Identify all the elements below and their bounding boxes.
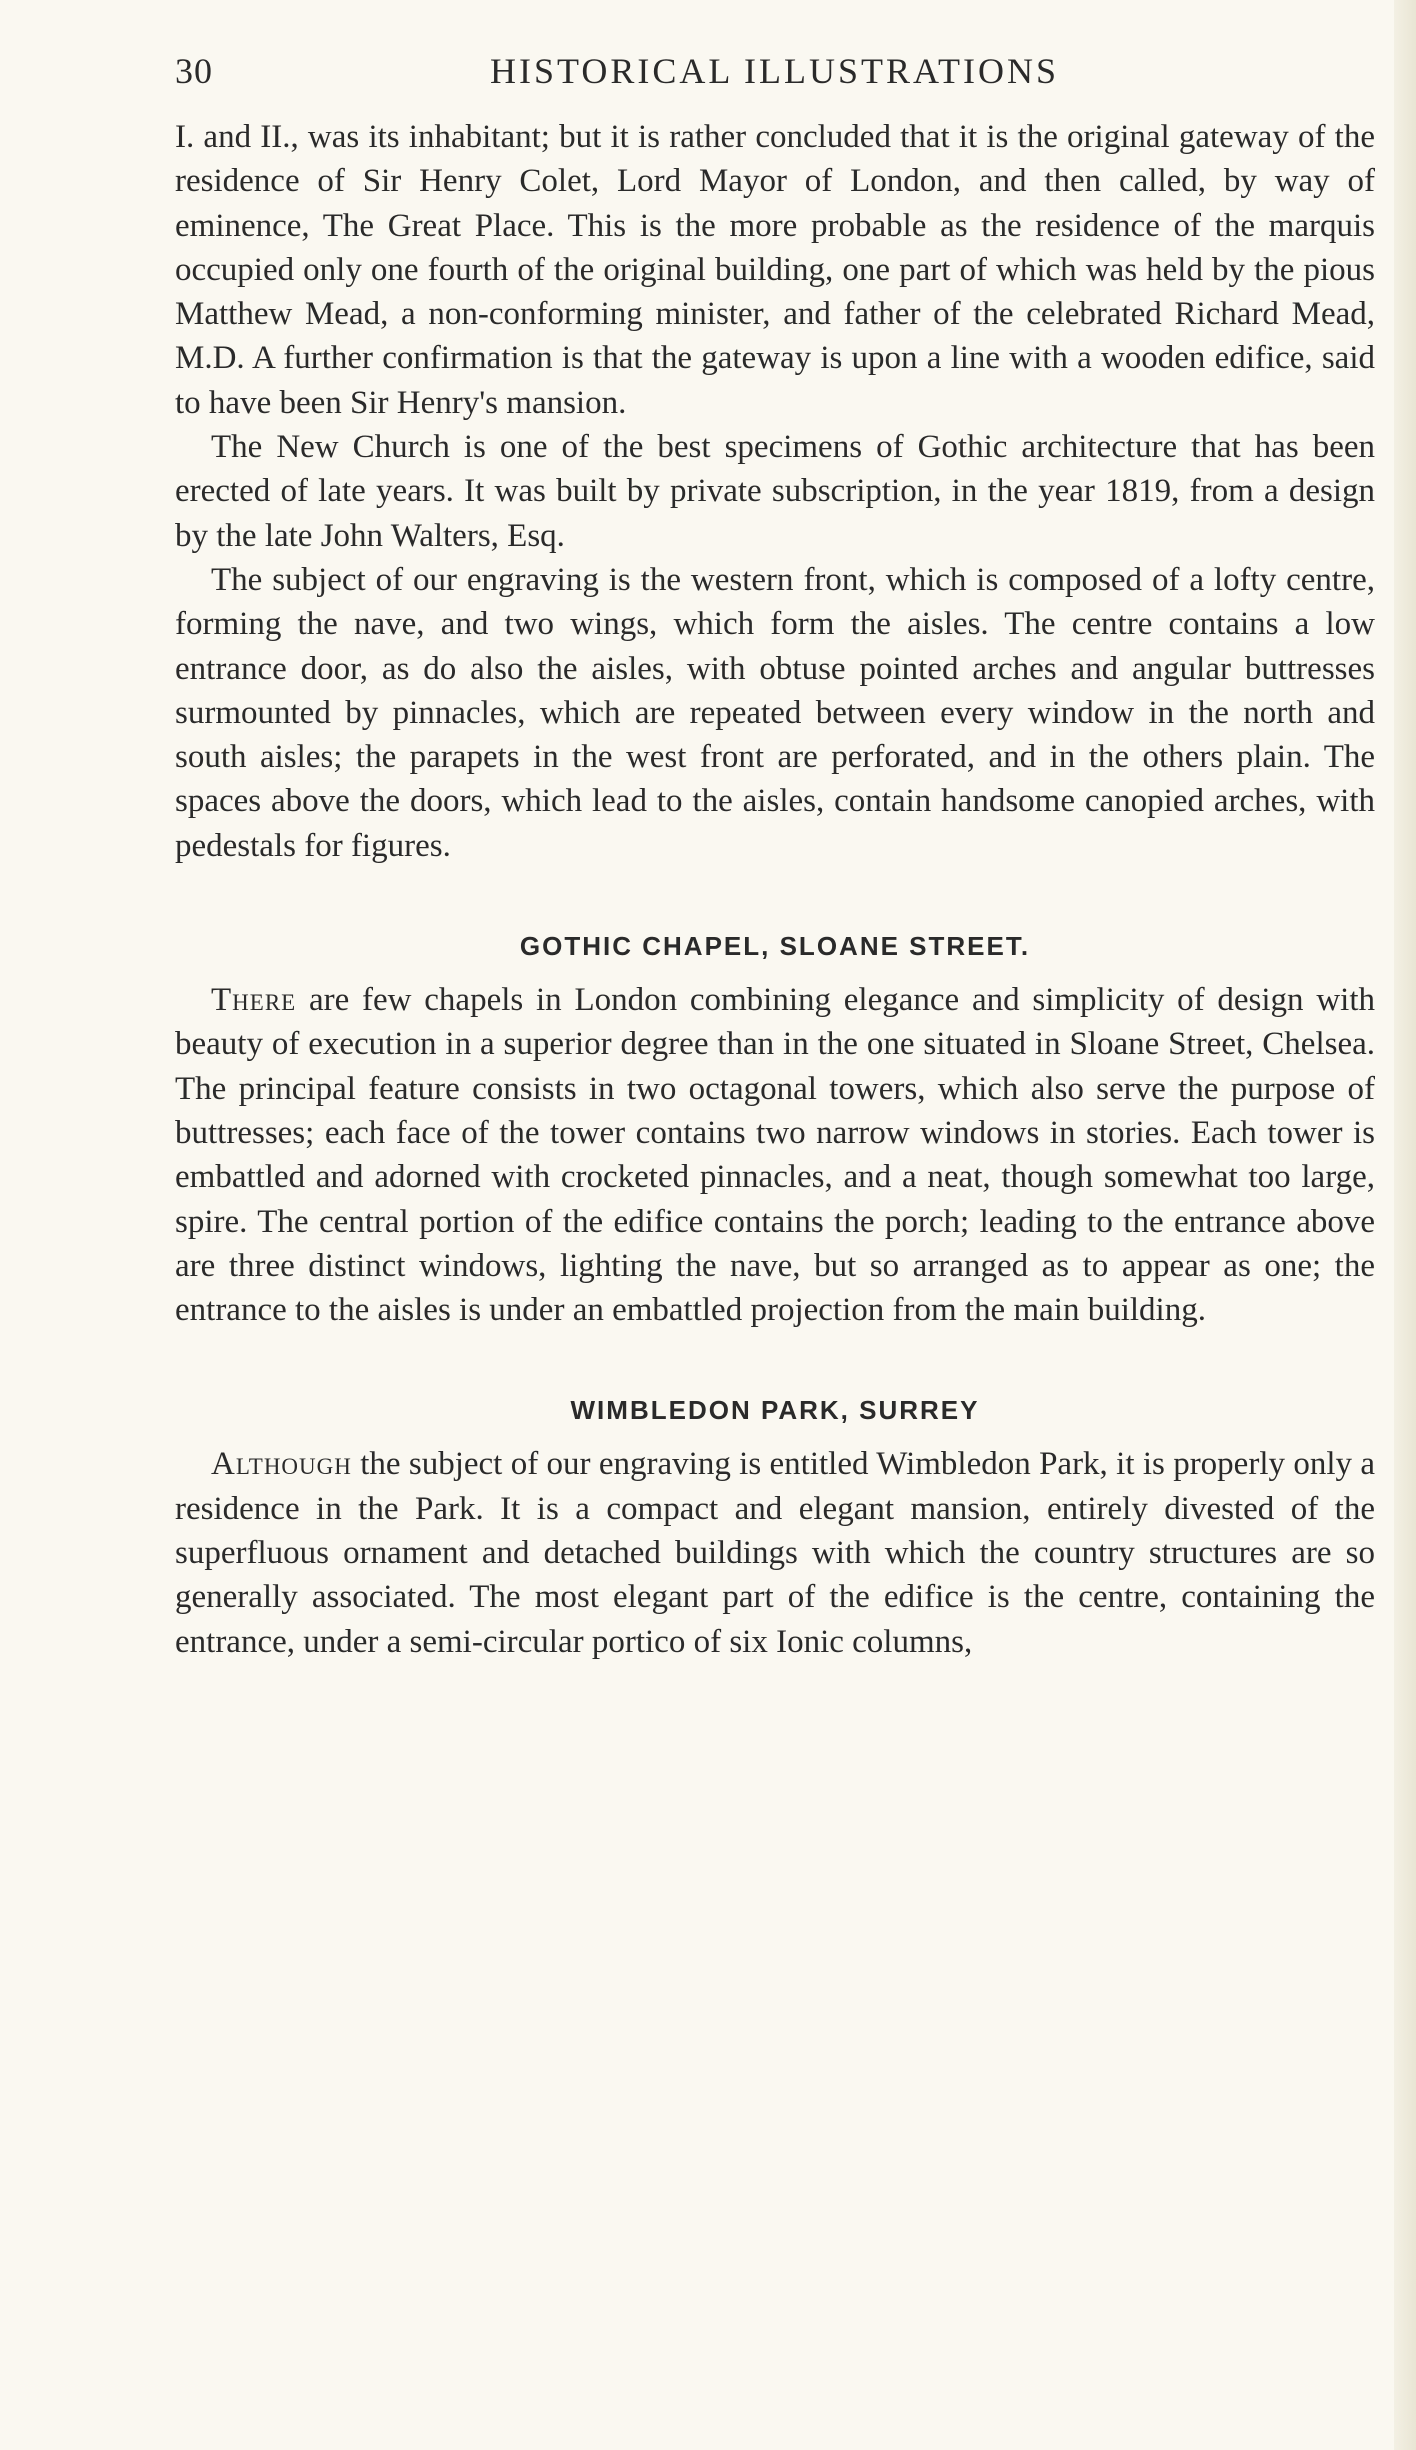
paragraph-gothic-chapel	[175, 978, 1375, 1332]
paragraph-western-front: The subject of our engraving is the western front, which is composed of a lofty centre, forming the nave, and two wings, which form the aisles. The centre contains a low entrance door, as do also the aisles, with obtuse pointed arches and angular buttresses surmounted by pinnacles, which are repeated between every window in the north and south aisles; the parapets in the west front are perforated, and in the others plain. The spaces above the doors, which lead to the aisles, contain handsome canopied arches, with pedestals for figures.	[175, 561, 1375, 864]
running-head	[175, 50, 1375, 100]
section-heading-gothic-chapel: GOTHIC CHAPEL, SLOANE STREET.	[519, 931, 1031, 962]
paragraph-new-church: The New Church is one of the best specimens of Gothic architecture that has been erected of late years. It was built by private subscription, in the year 1819, from a design by the late John Walters, Esq.	[175, 429, 1375, 554]
section-gap	[175, 1332, 1375, 1388]
paragraph-body: are few chapels in London combining elegance and simplicity of design with beauty of execution in a superior degree than in the one situated in Sloane Street, Chelsea. The principal feature consists in two octagonal towers, which also serve the purpose of buttresses; each face of the tower contains two narrow windows in stories. Each tower is embattled and adorned with crocketed pinnacles, and a neat, though somewhat too large, spire. The central portion of the edifice contains the porch; leading to the entrance above are three distinct windows, lighting the nave, but so arranged as to appear as one; the entrance to the aisles is under an embattled projection from the main building.	[175, 982, 1375, 1329]
paragraph-gateway: I. and II., was its inhabitant; but it is rather concluded that it is the original gateway of the residence of Sir Henry Colet, Lord Mayor of London, and then called, by way of eminence, The Great Place. This is the more probable as the residence of the marquis occupied only one fourth of the original building, one part of which was held by the pious Matthew Mead, a non-conforming minister, and father of the celebrated Richard Mead, M.D. A further confirmation is that the gateway is upon a line with a wooden edifice, said to have been Sir Henry's mansion.	[175, 119, 1375, 421]
lead-word: Although	[211, 1446, 352, 1483]
page-number: 30	[175, 51, 213, 91]
section-gap	[175, 868, 1375, 924]
section-heading-wimbledon-park: WIMBLEDON PARK, SURREY	[570, 1395, 980, 1426]
paragraph-body: the subject of our engraving is entitled Wimbledon Park, it is properly only a residence in the Park. It is a compact and elegant mansion, entirely divested of the superfluous ornament and detached buildings with which the country structures are so generally associated. The most elegant part of the edifice is the centre, containing the entrance, under a semi-circular portico of six Ionic columns,	[175, 1446, 1375, 1660]
section-gap	[175, 1432, 1375, 1442]
running-title: HISTORICAL ILLUSTRATIONS	[490, 51, 1060, 91]
lead-word: There	[211, 982, 297, 1019]
text-block	[175, 115, 1375, 1664]
paragraph-wimbledon-park	[175, 1442, 1375, 1663]
page-edge-shadow	[1394, 0, 1416, 2450]
section-gap	[175, 968, 1375, 978]
